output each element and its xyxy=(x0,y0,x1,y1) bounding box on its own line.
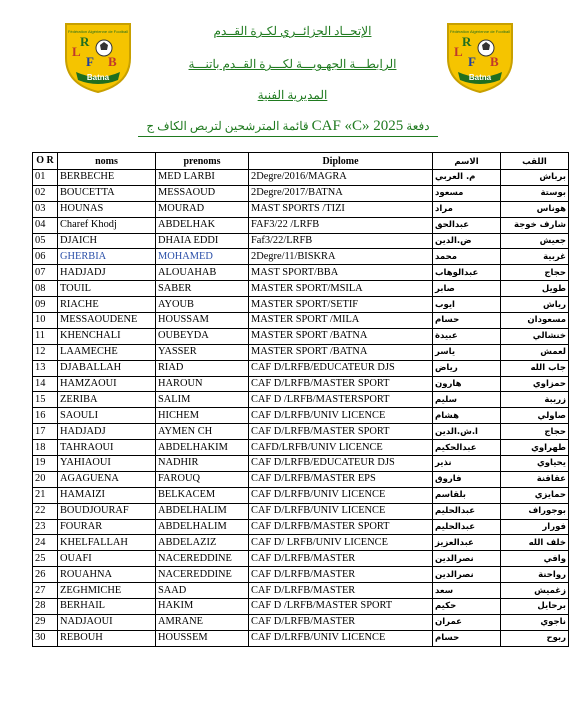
row-ism: حكيم xyxy=(433,599,501,615)
row-nom: KHELFALLAH xyxy=(58,535,156,551)
title-main: قائمة المترشحين لتربص الكاف ج xyxy=(146,119,309,133)
table-row xyxy=(33,583,569,599)
row-laqab: حجاج xyxy=(501,265,569,281)
row-prenom: OUBEYDA xyxy=(156,328,249,344)
row-nom: SAOULI xyxy=(58,408,156,424)
row-number: 05 xyxy=(33,233,58,249)
row-ism: بلقاسم xyxy=(433,487,501,503)
row-number: 19 xyxy=(33,456,58,472)
table-row xyxy=(33,456,569,472)
row-number: 18 xyxy=(33,440,58,456)
col-order: O R xyxy=(33,153,58,170)
table-header-row xyxy=(33,153,569,170)
row-nom: HAMZAOUI xyxy=(58,376,156,392)
row-prenom: DHAIA EDDI xyxy=(156,233,249,249)
svg-text:Batna: Batna xyxy=(468,73,492,82)
row-prenom: ABDELAZIZ xyxy=(156,535,249,551)
row-prenom: BELKACEM xyxy=(156,487,249,503)
table-row xyxy=(33,424,569,440)
row-nom: ZERIBA xyxy=(58,392,156,408)
row-number: 25 xyxy=(33,551,58,567)
row-laqab: طهراوي xyxy=(501,440,569,456)
row-laqab: لعمش xyxy=(501,344,569,360)
document-title xyxy=(138,118,438,137)
table-row xyxy=(33,249,569,265)
row-ism: م. العربي xyxy=(433,170,501,186)
table-row xyxy=(33,599,569,615)
league-title: الرابطـــة الجهـويـــة لكـــرة القــدم باتنـــة xyxy=(188,57,397,71)
row-prenom: ABDELHALIM xyxy=(156,519,249,535)
svg-text:Fédération Algérienne de Footb: Fédération Algérienne de Football xyxy=(449,29,511,34)
row-ism: محمد xyxy=(433,249,501,265)
row-nom: MESSAOUDENE xyxy=(58,313,156,329)
row-laqab: عقاقنة xyxy=(501,471,569,487)
row-number: 26 xyxy=(33,567,58,583)
row-number: 14 xyxy=(33,376,58,392)
row-prenom: FAROUQ xyxy=(156,471,249,487)
row-nom: LAAMECHE xyxy=(58,344,156,360)
row-laqab: حمايزي xyxy=(501,487,569,503)
row-nom: HADJADJ xyxy=(58,265,156,281)
row-prenom: AMRANE xyxy=(156,614,249,630)
row-ism: عبدالحليم xyxy=(433,503,501,519)
row-ism: سعد xyxy=(433,583,501,599)
row-laqab: حجاج xyxy=(501,424,569,440)
row-prenom: MESSAOUD xyxy=(156,185,249,201)
table-row xyxy=(33,233,569,249)
row-prenom: MOHAMED xyxy=(156,249,249,265)
table-row xyxy=(33,344,569,360)
row-diplome: CAF D/LRFB/MASTER SPORT xyxy=(249,424,433,440)
row-number: 10 xyxy=(33,313,58,329)
row-laqab: خلف الله xyxy=(501,535,569,551)
row-number: 30 xyxy=(33,630,58,646)
row-nom: DJAICH xyxy=(58,233,156,249)
table-row xyxy=(33,614,569,630)
svg-text:R: R xyxy=(462,34,472,49)
row-prenom: NACEREDDINE xyxy=(156,567,249,583)
row-number: 24 xyxy=(33,535,58,551)
row-ism: عبدالحليم xyxy=(433,519,501,535)
row-number: 07 xyxy=(33,265,58,281)
row-laqab: بوجوراف xyxy=(501,503,569,519)
row-ism: ياسر xyxy=(433,344,501,360)
row-ism: عبدالحق xyxy=(433,217,501,233)
row-number: 02 xyxy=(33,185,58,201)
row-nom: HAMAIZI xyxy=(58,487,156,503)
row-laqab: غربية xyxy=(501,249,569,265)
row-laqab: رواحنة xyxy=(501,567,569,583)
row-ism: هارون xyxy=(433,376,501,392)
table-row xyxy=(33,392,569,408)
row-diplome: CAF D/LRFB/UNIV LICENCE xyxy=(249,487,433,503)
row-nom: HOUNAS xyxy=(58,201,156,217)
row-diplome: MASTER SPORT/MSILA xyxy=(249,281,433,297)
row-number: 29 xyxy=(33,614,58,630)
row-number: 27 xyxy=(33,583,58,599)
row-ism: ا.ش.الدين xyxy=(433,424,501,440)
row-ism: حسام xyxy=(433,313,501,329)
row-nom: HADJADJ xyxy=(58,424,156,440)
row-prenom: HAKIM xyxy=(156,599,249,615)
row-prenom: NADHIR xyxy=(156,456,249,472)
row-ism: حسام xyxy=(433,630,501,646)
row-nom: YAHIAOUI xyxy=(58,456,156,472)
row-ism: رياض xyxy=(433,360,501,376)
row-diplome: Faf3/22/LRFB xyxy=(249,233,433,249)
row-ism: صابر xyxy=(433,281,501,297)
row-laqab: ربوح xyxy=(501,630,569,646)
row-diplome: CAF D/LRFB/EDUCATEUR DJS xyxy=(249,456,433,472)
row-prenom: ALOUAHAB xyxy=(156,265,249,281)
row-nom: RIACHE xyxy=(58,297,156,313)
row-ism: نصرالدين xyxy=(433,567,501,583)
row-ism: مسعود xyxy=(433,185,501,201)
row-diplome: CAF D/ LRFB/UNIV LICENCE xyxy=(249,535,433,551)
row-nom: BOUCETTA xyxy=(58,185,156,201)
table-row xyxy=(33,535,569,551)
row-prenom: MED LARBI xyxy=(156,170,249,186)
row-nom: FOURAR xyxy=(58,519,156,535)
table-row xyxy=(33,185,569,201)
row-diplome: FAF3/22 /LRFB xyxy=(249,217,433,233)
row-diplome: CAF D/LRFB/UNIV LICENCE xyxy=(249,408,433,424)
row-laqab: وافي xyxy=(501,551,569,567)
row-number: 06 xyxy=(33,249,58,265)
row-laqab: فورار xyxy=(501,519,569,535)
row-nom: AGAGUENA xyxy=(58,471,156,487)
row-laqab: زغميش xyxy=(501,583,569,599)
row-number: 09 xyxy=(33,297,58,313)
row-ism: عبيدة xyxy=(433,328,501,344)
row-nom: TAHRAOUI xyxy=(58,440,156,456)
col-ism: الاسم xyxy=(433,153,501,170)
col-diplome: Diplome xyxy=(249,153,433,170)
table-row xyxy=(33,487,569,503)
row-prenom: MOURAD xyxy=(156,201,249,217)
row-ism: هشام xyxy=(433,408,501,424)
row-laqab: طويل xyxy=(501,281,569,297)
row-diplome: 2Degre/2017/BATNA xyxy=(249,185,433,201)
row-ism: نذير xyxy=(433,456,501,472)
row-number: 04 xyxy=(33,217,58,233)
row-number: 16 xyxy=(33,408,58,424)
row-diplome: MAST SPORT/BBA xyxy=(249,265,433,281)
row-diplome: MASTER SPORT /BATNA xyxy=(249,328,433,344)
row-laqab: شارف خوجة xyxy=(501,217,569,233)
row-nom: ROUAHNA xyxy=(58,567,156,583)
row-prenom: SAAD xyxy=(156,583,249,599)
row-nom: DJABALLAH xyxy=(58,360,156,376)
row-laqab: صاولي xyxy=(501,408,569,424)
col-noms: noms xyxy=(58,153,156,170)
row-nom: GHERBIA xyxy=(58,249,156,265)
row-diplome: MASTER SPORT /MILA xyxy=(249,313,433,329)
row-number: 21 xyxy=(33,487,58,503)
row-ism: عمران xyxy=(433,614,501,630)
table-row xyxy=(33,297,569,313)
row-prenom: HICHEM xyxy=(156,408,249,424)
row-ism: عبدالعزيز xyxy=(433,535,501,551)
row-number: 12 xyxy=(33,344,58,360)
row-nom: BERHAIL xyxy=(58,599,156,615)
row-diplome: CAF D/LRFB/UNIV LICENCE xyxy=(249,503,433,519)
row-prenom: SALIM xyxy=(156,392,249,408)
row-diplome: CAF D /LRFB/MASTER SPORT xyxy=(249,599,433,615)
row-diplome: MAST SPORTS /TIZI xyxy=(249,201,433,217)
row-number: 08 xyxy=(33,281,58,297)
row-ism: ض.الدين xyxy=(433,233,501,249)
row-laqab: يحياوي xyxy=(501,456,569,472)
row-number: 28 xyxy=(33,599,58,615)
table-row xyxy=(33,313,569,329)
svg-text:F: F xyxy=(86,54,94,69)
row-prenom: YASSER xyxy=(156,344,249,360)
row-diplome: CAF D/LRFB/MASTER xyxy=(249,614,433,630)
table-row xyxy=(33,440,569,456)
table-row xyxy=(33,265,569,281)
table-row xyxy=(33,281,569,297)
table-body xyxy=(33,170,569,647)
row-laqab: خنشالي xyxy=(501,328,569,344)
row-nom: Charef Khodj xyxy=(58,217,156,233)
row-prenom: AYOUB xyxy=(156,297,249,313)
row-nom: BERBECHE xyxy=(58,170,156,186)
row-number: 01 xyxy=(33,170,58,186)
svg-text:B: B xyxy=(490,54,499,69)
row-number: 17 xyxy=(33,424,58,440)
svg-text:R: R xyxy=(80,34,90,49)
row-diplome: CAF D /LRFB/MASTERSPORT xyxy=(249,392,433,408)
row-laqab: جاب الله xyxy=(501,360,569,376)
row-diplome: CAF D/LRFB/MASTER xyxy=(249,551,433,567)
title-caf: CAF «C» 2025 xyxy=(311,118,404,134)
row-ism: نصرالدين xyxy=(433,551,501,567)
row-ism: مراد xyxy=(433,201,501,217)
row-prenom: SABER xyxy=(156,281,249,297)
row-number: 11 xyxy=(33,328,58,344)
row-diplome: 2Degre/11/BISKRA xyxy=(249,249,433,265)
row-diplome: MASTER SPORT /BATNA xyxy=(249,344,433,360)
federation-title: الإتحــاد الجزائــري لكـرة القــدم xyxy=(213,24,372,38)
row-prenom: ABDELHAK xyxy=(156,217,249,233)
row-laqab: هوناس xyxy=(501,201,569,217)
table-row xyxy=(33,519,569,535)
svg-text:B: B xyxy=(108,54,117,69)
row-diplome: 2Degre/2016/MAGRA xyxy=(249,170,433,186)
title-suffix: دفعة xyxy=(406,119,430,133)
row-ism: سليم xyxy=(433,392,501,408)
candidates-table xyxy=(32,152,569,647)
row-prenom: RIAD xyxy=(156,360,249,376)
row-diplome: CAF D/LRFB/UNIV LICENCE xyxy=(249,630,433,646)
svg-text:L: L xyxy=(454,44,463,59)
row-laqab: ناجوي xyxy=(501,614,569,630)
row-nom: KHENCHALI xyxy=(58,328,156,344)
row-diplome: CAF D/LRFB/MASTER SPORT xyxy=(249,376,433,392)
row-prenom: NACEREDDINE xyxy=(156,551,249,567)
table-row xyxy=(33,360,569,376)
row-prenom: ABDELHAKIM xyxy=(156,440,249,456)
logo-top-text: Fédération Algérienne de Football xyxy=(67,29,129,34)
row-laqab: زريبة xyxy=(501,392,569,408)
row-prenom: ABDELHALIM xyxy=(156,503,249,519)
col-laqab: اللقب xyxy=(501,153,569,170)
table-row xyxy=(33,567,569,583)
row-prenom: HOUSSEM xyxy=(156,630,249,646)
row-diplome: CAF D/LRFB/MASTER xyxy=(249,583,433,599)
row-laqab: بوستة xyxy=(501,185,569,201)
table-row xyxy=(33,376,569,392)
row-laqab: برباش xyxy=(501,170,569,186)
row-prenom: AYMEN CH xyxy=(156,424,249,440)
row-prenom: HOUSSAM xyxy=(156,313,249,329)
row-nom: OUAFI xyxy=(58,551,156,567)
row-diplome: CAF D/LRFB/EDUCATEUR DJS xyxy=(249,360,433,376)
row-number: 15 xyxy=(33,392,58,408)
row-diplome: MASTER SPORT/SETIF xyxy=(249,297,433,313)
table-row xyxy=(33,217,569,233)
row-number: 22 xyxy=(33,503,58,519)
table-row xyxy=(33,328,569,344)
row-laqab: مسعودان xyxy=(501,313,569,329)
row-laqab: حمزاوي xyxy=(501,376,569,392)
col-prenoms: prenoms xyxy=(156,153,249,170)
row-nom: ZEGHMICHE xyxy=(58,583,156,599)
row-nom: NADJAOUI xyxy=(58,614,156,630)
row-diplome: CAF D/LRFB/MASTER EPS xyxy=(249,471,433,487)
row-ism: عبدالوهاب xyxy=(433,265,501,281)
table-row xyxy=(33,170,569,186)
table-row xyxy=(33,503,569,519)
row-number: 23 xyxy=(33,519,58,535)
row-laqab: جعيش xyxy=(501,233,569,249)
table-row xyxy=(33,551,569,567)
table-row xyxy=(33,471,569,487)
row-laqab: رياش xyxy=(501,297,569,313)
row-nom: REBOUH xyxy=(58,630,156,646)
table-row xyxy=(33,201,569,217)
row-diplome: CAF D/LRFB/MASTER SPORT xyxy=(249,519,433,535)
table-row xyxy=(33,630,569,646)
table-row xyxy=(33,408,569,424)
svg-text:F: F xyxy=(468,54,476,69)
row-number: 13 xyxy=(33,360,58,376)
logo-city: Batna xyxy=(86,73,110,82)
row-ism: فاروق xyxy=(433,471,501,487)
direction-title: المديرية الفنية xyxy=(257,88,328,102)
row-ism: ايوب xyxy=(433,297,501,313)
row-prenom: HAROUN xyxy=(156,376,249,392)
svg-text:L: L xyxy=(72,44,81,59)
row-diplome: CAFD/LRFB/UNIV LICENCE xyxy=(249,440,433,456)
row-number: 03 xyxy=(33,201,58,217)
row-number: 20 xyxy=(33,471,58,487)
row-nom: BOUDJOURAF xyxy=(58,503,156,519)
row-nom: TOUIL xyxy=(58,281,156,297)
row-ism: عبدالحكيم xyxy=(433,440,501,456)
row-diplome: CAF D/LRFB/MASTER xyxy=(249,567,433,583)
row-laqab: برحايل xyxy=(501,599,569,615)
